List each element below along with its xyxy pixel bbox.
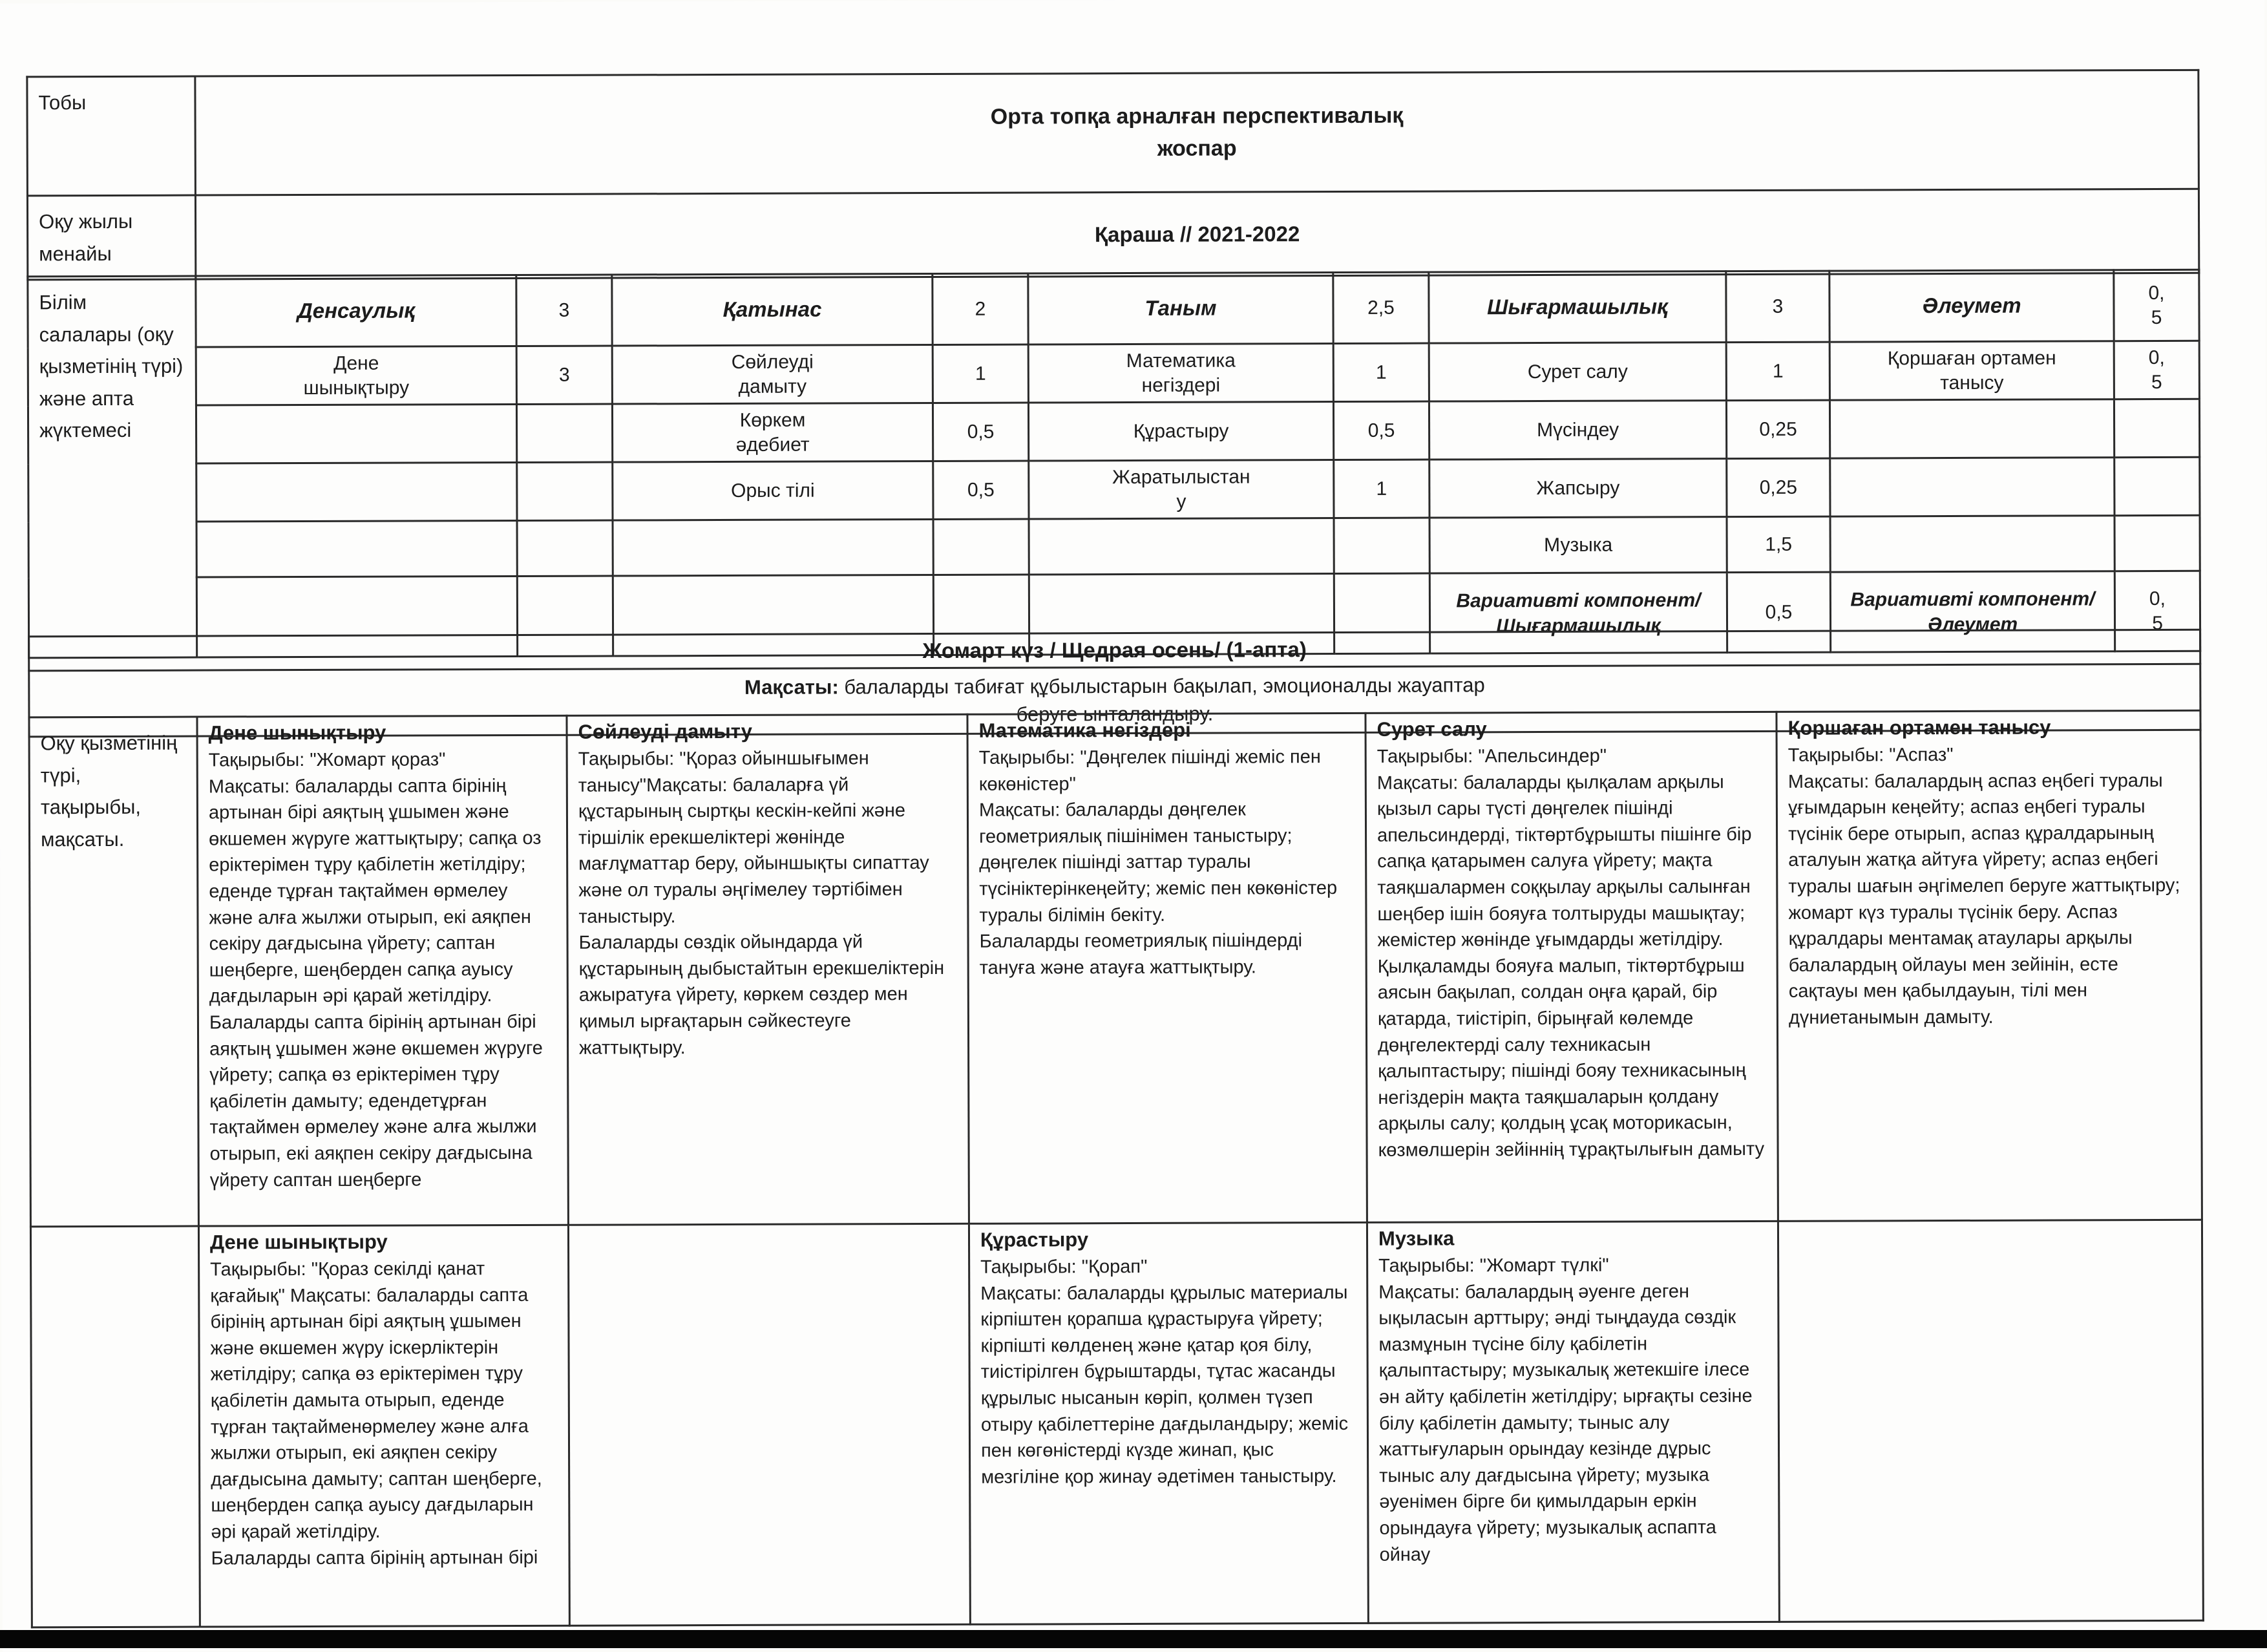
- subject-natural-science-hours: 1: [1334, 460, 1429, 518]
- page-title: Орта топқа арналған перспективалық жоспар: [990, 103, 1404, 161]
- subject-drawing: Сурет салу: [1429, 343, 1726, 401]
- area-cognition: Таным: [1028, 273, 1333, 344]
- activity-physical-2: [198, 1225, 569, 1627]
- area-cognition-hours: 2,5: [1333, 272, 1429, 343]
- area-health-hours: 3: [516, 275, 612, 346]
- activities-table: [28, 710, 2204, 1629]
- area-communication: Қатынас: [612, 273, 933, 346]
- subject-modelling-hours: 0,25: [1726, 400, 1829, 459]
- subject-math-basics-hours: 1: [1333, 343, 1429, 401]
- empty-cell: [1029, 518, 1334, 575]
- activity-music: [1367, 1221, 1779, 1623]
- subject-environment-hours: 0, 5: [2114, 341, 2199, 399]
- empty-cell: [516, 404, 612, 462]
- subject-music-hours: 1,5: [1727, 516, 1830, 573]
- curriculum-row-label-cell: [28, 276, 197, 658]
- activity-body: Тақырыбы: "Апельсиндер" Мақсаты: балаларды қылқалам арқылы қызыл сары түсті дөңгелек пішінді апельсиндерді, тіктөртбұрышты пішінге бір сапқа қатарымен салуға үйрету; мақта таяқшалармен соққылау арқылы салынған шеңбер ішін бояуға толтыруды машықтау; жемістер жөнінде ұғымдарды жетілдіру. Қылқаламды бояуға малып, тіктөртбұрыш аясын бақылап, солдан оңға қарай, бір қатарда, тиістіріп, бірыңғай көлемде дөңгелектерді салу техникасын қалыптастыру; пішінді бояу техникасының негіздерін мақта таяқшаларын қолдану арқылы салу; қолдың ұсақ моторикасын, көзмөлшерін зейіннің тұрақтылығын дамыту: [1376, 745, 1765, 1161]
- subject-construction: Құрастыру: [1028, 402, 1333, 461]
- activity-title: Сурет салу: [1376, 717, 1487, 741]
- activity-body: Тақырыбы: "Қорап" Мақсаты: балаларды құрылыс материалы кірпіштен қорапша құрастыруға үйрету; кірпішті көлденең және қатар қоя білу, тиістірілген бұрыштарды, тұтас жасанды құрылыс нысанын көріп, қолмен түзеп отыру қабілеттеріне дағдыландыру; жеміс пен көгөністерді күзде жинап, қыс мезгіліне қор жинау әдетімен таныстыру.: [980, 1256, 1349, 1488]
- subject-natural-science: Жаратылыстан у: [1029, 460, 1334, 519]
- empty-cell: [1829, 399, 2114, 458]
- subject-variative-creativity: Вариативті компонент/Шығармашылық: [1429, 573, 1727, 653]
- activity-body: Тақырыбы: "Қораз секілді қанат қағайық" Мақсаты: балаларды сапта бірінің артынан бірі аяқтың ұшымен және өкшемен жүру іскерліктерін жетілдіру; сапқа өз еріктерімен тұру қабілетін дамыта отырып, еденде тұрған тақтайменөрмелеу және алға жылжи отырып, екі аяқпен секіру дағдысына дамыту; саптан шеңберге, шеңберден сапқа ауысу дағдыларын әрі қарай жетілдіру. Балаларды сапта бірінің артынан бірі: [210, 1258, 542, 1569]
- empty-cell: [1830, 516, 2114, 572]
- period-label: Оқу жылы менайы: [39, 209, 133, 265]
- week-theme: Жомарт күз / Щедрая осень/ (1-апта): [922, 637, 1307, 663]
- activity-title: Музыка: [1378, 1227, 1455, 1250]
- empty-cell: [196, 520, 517, 577]
- empty-cell: [568, 1223, 970, 1626]
- subject-russian: Орыс тілі: [613, 461, 933, 520]
- empty-cell: [30, 1226, 200, 1627]
- subject-physical-training-hours: 3: [516, 346, 612, 404]
- subject-variative-creativity-hours: 0,5: [1727, 572, 1830, 653]
- activity-title: Дене шынықтыру: [209, 1230, 388, 1254]
- curriculum-table: [26, 269, 2201, 659]
- area-communication-hours: 2: [933, 273, 1028, 344]
- header-table: [26, 69, 2200, 281]
- subject-construction-hours: 0,5: [1333, 401, 1429, 460]
- activities-row-label-cell: [29, 717, 198, 1227]
- period-value: Қараша // 2021-2022: [1094, 221, 1300, 246]
- plan-title-cell: [195, 70, 2199, 195]
- empty-cell: [2114, 457, 2200, 515]
- subject-math-basics: Математика негіздері: [1028, 344, 1333, 403]
- activity-math: [967, 713, 1367, 1223]
- empty-cell: [196, 462, 517, 522]
- activity-environment: [1777, 710, 2202, 1221]
- activity-body: Тақырыбы: "Аспаз" Мақсаты: балалардың аспаз еңбегі туралы ұғымдарын кеңейту; аспаз еңбегі туралы түсінік бере отырып, аспаз құралдарының аталуын жатқа айтуға үйрету; аспаз еңбегі туралы шағын әңгімелеп беруге жаттықтыру; жомарт күз туралы түсінік беру. Аспаз құралдары ментамақ атаулары арқылы балалардың ойлауы мен зейінін, есте сақтауы мен қабылдауын, тілі мен дүниетанымын дамыту.: [1787, 745, 2180, 1028]
- activity-speech: [567, 714, 969, 1225]
- activity-title: Қоршаған ортамен танысу: [1787, 715, 2051, 739]
- area-health: Денсаулық: [196, 275, 516, 347]
- activity-body: Тақырыбы: "Жомарт түлкі" Мақсаты: балалардың әуенге деген ықыласын арттыру; әнді тыңдауда сөздік мазмұнын түсіне білу қабілетін қалыптастыру; музыкалық жетекшіге ілесе ән айту қабілетін жетілдіру; ырғақты сезіне білу қабілетін дамыту; тыныс алу жаттығуларын орындау кезінде дұрыс тыныс алу дағдысына үйрету; музыка әуенімен бірге би қимылдарын еркін орындауға үйрету; музыкалық аспапта ойнау: [1378, 1255, 1753, 1565]
- empty-cell: [1830, 458, 2114, 516]
- empty-cell: [2114, 399, 2199, 457]
- empty-cell: [613, 519, 933, 576]
- subject-applique: Жапсыру: [1429, 459, 1727, 518]
- subject-speech-development-hours: 1: [933, 344, 1028, 403]
- subject-modelling: Мүсіндеу: [1429, 401, 1726, 460]
- activity-body: Тақырыбы: "Жомарт қораз" Мақсаты: балаларды сапта бірінің артынан бірі аяқтың ұшымен және өкшемен жүруге жаттықтыру; сапқа оз еріктерімен тұру қабілетін жетілдіру; еденде тұрған тақтаймен өрмелеу және алға жылжи отырып, екі аяқпен секіру дағдысына үйрету; саптан шеңберге, шеңберден сапқа ауысу дағдыларын әрі қарай жетілдіру. Балаларды сапта бірінің артынан бірі аяқтың ұшымен және өкшемен жүруге үйрету; сапқа өз еріктерімен тұру қабілетін дамыту; едендетұрған тақтаймен өрмелеу және алға жылжи отырып, екі аяқпен секіру дағдысына үйрету саптан шеңберге: [208, 749, 543, 1191]
- subject-variative-social: Вариативті компонент/Әлеумет: [1830, 571, 2114, 652]
- group-label-cell: [27, 76, 196, 196]
- subject-speech-development: Сөйлеуді дамыту: [612, 344, 933, 404]
- subject-drawing-hours: 1: [1726, 342, 1829, 401]
- activity-drawing: [1365, 712, 1778, 1222]
- empty-cell: [1778, 1220, 2203, 1622]
- subject-literature-hours: 0,5: [933, 403, 1028, 461]
- subject-environment: Қоршаған ортамен танысу: [1829, 341, 2114, 400]
- activity-title: Математика негіздері: [978, 718, 1191, 742]
- activities-row-label: Оқу қызметінің түрі, тақырыбы, мақсаты.: [40, 731, 178, 851]
- curriculum-row-label: Білім салалары (оқу қызметінің түрі) және апта жүктемесі: [39, 291, 184, 442]
- period-label-cell: [27, 195, 195, 280]
- area-creativity-hours: 3: [1726, 271, 1829, 343]
- week-goal-label: Мақсаты:: [744, 675, 839, 699]
- empty-cell: [933, 519, 1029, 575]
- subject-literature: Көркем әдебиет: [612, 403, 933, 462]
- subject-physical-training: Дене шынықтыру: [196, 346, 516, 405]
- subject-applique-hours: 0,25: [1727, 458, 1830, 517]
- activity-title: Құрастыру: [980, 1228, 1089, 1251]
- subject-variative-social-hours: 0, 5: [2114, 571, 2200, 651]
- area-social-hours: 0, 5: [2114, 270, 2199, 341]
- period-value-cell: [195, 189, 2198, 279]
- activity-title: Дене шынықтыру: [208, 721, 386, 745]
- activity-construction: [969, 1222, 1368, 1624]
- subject-russian-hours: 0,5: [933, 461, 1029, 519]
- empty-cell: [517, 462, 613, 520]
- empty-cell: [517, 520, 613, 576]
- group-label: Тобы: [38, 91, 87, 114]
- activity-physical-1: [197, 715, 568, 1226]
- activity-title: Сөйлеуді дамыту: [578, 719, 752, 743]
- activity-body: Тақырыбы: "Дөңгелек пішінді жеміс пен көкөністер" Мақсаты: балаларды дөңгелек геометриялық пішінімен таныстыру; дөңгелек пішінді заттар туралы түсініктерінкеңейту; жеміс пен көкөністер туралы білімін бекіту. Балаларды геометриялық пішіндерді тануға және атауға жаттықтыру.: [978, 747, 1338, 979]
- empty-cell: [1334, 518, 1429, 573]
- area-creativity: Шығармашылық: [1429, 271, 1726, 343]
- empty-cell: [196, 404, 516, 463]
- empty-cell: [2114, 515, 2200, 571]
- subject-music: Музыка: [1429, 517, 1727, 573]
- area-social: Әлеумет: [1829, 270, 2114, 342]
- week-goal-text: балаларды табиғат құбылыстарын бақылап, эмоционалды жауаптар беруге ынталандыру.: [838, 673, 1485, 726]
- scan-artifact-bar: [0, 1630, 2267, 1648]
- activity-body: Тақырыбы: "Қораз ойыншығымен танысу"Мақсаты: балаларға үй құстарының сыртқы кескін-кейпі және тіршілік ерекшеліктері жөнінде мағлұматтар беру, ойыншықты сипаттау және ол туралы әңгімелеу тәртібімен таныстыру. Балаларды сөздік ойындарда үй құстарының дыбыстайтын ерекшеліктерін ажыратуға үйрету, көркем сөздер мен қимыл ырғақтарын сәйкестеуге жаттықтыру.: [578, 748, 945, 1059]
